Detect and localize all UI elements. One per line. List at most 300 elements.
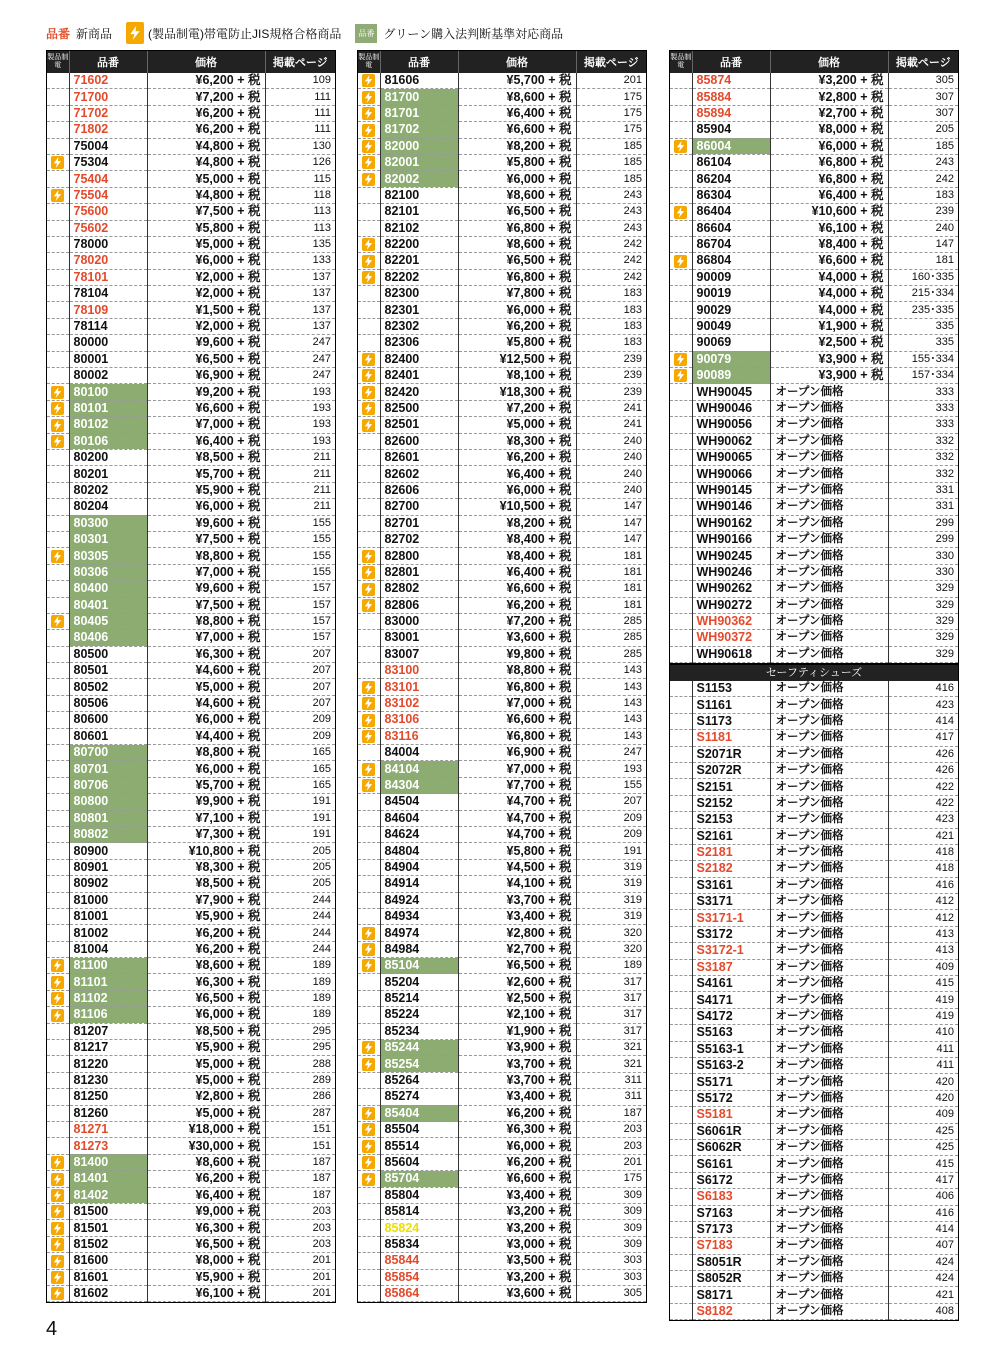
price: ¥6,800 + 税 — [458, 679, 576, 695]
icon-cell — [47, 1269, 69, 1285]
part-number: 81600 — [69, 1253, 147, 1269]
header-price: 価格 — [770, 51, 888, 73]
page-ref: 425 — [888, 1139, 958, 1155]
price: ¥7,200 + 税 — [147, 89, 265, 105]
icon-cell — [47, 335, 69, 351]
price: オープン価格 — [770, 581, 888, 597]
icon-cell — [670, 762, 692, 778]
page-ref: 303 — [576, 1269, 646, 1285]
price: ¥3,900 + 税 — [770, 368, 888, 384]
table-row — [47, 613, 335, 629]
part-number: 82300 — [380, 286, 458, 302]
part-number: S2182 — [692, 861, 770, 877]
part-number: 85904 — [692, 122, 770, 138]
price: ¥4,500 + 税 — [458, 859, 576, 875]
icon-cell — [358, 417, 380, 433]
price: ¥6,200 + 税 — [458, 1154, 576, 1170]
part-number: 85204 — [380, 974, 458, 990]
part-number: S1173 — [692, 713, 770, 729]
lightning-icon — [126, 22, 144, 44]
price: ¥6,200 + 税 — [147, 925, 265, 941]
price: ¥4,400 + 税 — [147, 728, 265, 744]
price: オープン価格 — [770, 1238, 888, 1254]
icon-cell — [47, 1138, 69, 1154]
part-number: 82306 — [380, 335, 458, 351]
price: オープン価格 — [770, 564, 888, 580]
page-ref: 426 — [888, 762, 958, 778]
part-number: S2181 — [692, 844, 770, 860]
lightning-icon — [51, 435, 64, 448]
part-number: 80502 — [69, 679, 147, 695]
price: ¥7,000 + 税 — [147, 564, 265, 580]
table-row — [358, 400, 646, 416]
table-row — [47, 859, 335, 875]
part-number: 80501 — [69, 663, 147, 679]
icon-cell — [47, 1171, 69, 1187]
page-ref: 319 — [576, 859, 646, 875]
table-row — [670, 400, 958, 416]
part-number: S6062R — [692, 1139, 770, 1155]
table-row — [358, 335, 646, 351]
page-ref: 137 — [265, 286, 335, 302]
section-title: セーフティシューズ — [670, 665, 958, 681]
table-row — [358, 138, 646, 154]
part-number: S2072R — [692, 762, 770, 778]
page-ref: 332 — [888, 466, 958, 482]
icon-cell — [358, 794, 380, 810]
part-number: 83101 — [380, 679, 458, 695]
page-ref: 137 — [265, 302, 335, 318]
part-number: 84924 — [380, 892, 458, 908]
price: ¥6,000 + 税 — [458, 171, 576, 187]
icon-cell — [670, 959, 692, 975]
part-number: S7183 — [692, 1238, 770, 1254]
page-ref: 215･334 — [888, 286, 958, 302]
table-row — [358, 597, 646, 613]
table-row — [47, 318, 335, 334]
page-ref: 244 — [265, 908, 335, 924]
price: ¥8,800 + 税 — [458, 663, 576, 679]
table-row — [358, 515, 646, 531]
page-ref: 181 — [576, 548, 646, 564]
page-number: 4 — [46, 1318, 58, 1340]
page-ref: 191 — [265, 794, 335, 810]
icon-cell — [358, 1072, 380, 1088]
page-ref: 309 — [576, 1187, 646, 1203]
part-number: 71802 — [69, 122, 147, 138]
lightning-icon — [362, 1173, 375, 1186]
page-ref: 335 — [888, 335, 958, 351]
page-ref: 165 — [265, 777, 335, 793]
page-ref: 413 — [888, 926, 958, 942]
page-ref: 181 — [576, 581, 646, 597]
price: ¥6,000 + 税 — [458, 482, 576, 498]
page-ref: 205 — [265, 859, 335, 875]
page-ref: 242 — [576, 253, 646, 269]
icon-cell — [358, 1285, 380, 1301]
table-row — [47, 171, 335, 187]
page-ref: 185 — [888, 138, 958, 154]
icon-cell — [670, 746, 692, 762]
page-ref: 419 — [888, 1008, 958, 1024]
icon-cell — [670, 302, 692, 318]
page-ref: 329 — [888, 597, 958, 613]
icon-cell — [670, 713, 692, 729]
price: ¥6,000 + 税 — [147, 712, 265, 728]
part-number: 82801 — [380, 564, 458, 580]
part-number: 82420 — [380, 384, 458, 400]
icon-cell — [47, 482, 69, 498]
icon-cell — [47, 859, 69, 875]
price: ¥8,200 + 税 — [458, 515, 576, 531]
part-number: 82600 — [380, 433, 458, 449]
icon-cell — [670, 368, 692, 384]
table-row — [358, 974, 646, 990]
page-ref: 193 — [265, 384, 335, 400]
icon-cell — [358, 122, 380, 138]
part-number: 78000 — [69, 236, 147, 252]
lightning-icon — [51, 402, 64, 415]
part-number: 82501 — [380, 417, 458, 433]
price: ¥3,900 + 税 — [458, 1040, 576, 1056]
part-number: 83102 — [380, 695, 458, 711]
part-number: 81602 — [69, 1285, 147, 1301]
price: オープン価格 — [770, 746, 888, 762]
part-number: 81501 — [69, 1220, 147, 1236]
page-ref: 183 — [576, 335, 646, 351]
icon-cell — [358, 384, 380, 400]
part-number: 75600 — [69, 204, 147, 220]
table-row — [47, 1269, 335, 1285]
page-ref: 147 — [576, 531, 646, 547]
price: オープン価格 — [770, 1139, 888, 1155]
icon-cell — [358, 351, 380, 367]
page-ref: 211 — [265, 482, 335, 498]
part-number: 80200 — [69, 449, 147, 465]
icon-cell — [670, 384, 692, 400]
table-row — [358, 859, 646, 875]
price: ¥7,700 + 税 — [458, 777, 576, 793]
table-row — [670, 1074, 958, 1090]
table-row — [358, 417, 646, 433]
table-row — [47, 1154, 335, 1170]
page-ref: 285 — [576, 646, 646, 662]
icon-cell — [47, 351, 69, 367]
icon-cell — [670, 220, 692, 236]
table-row — [670, 89, 958, 105]
price: ¥8,400 + 税 — [770, 236, 888, 252]
price: ¥4,600 + 税 — [147, 663, 265, 679]
price: ¥5,000 + 税 — [147, 171, 265, 187]
icon-cell — [47, 400, 69, 416]
page-ref: 201 — [576, 1154, 646, 1170]
price: ¥3,400 + 税 — [458, 1089, 576, 1105]
page-ref: 205 — [265, 843, 335, 859]
price: ¥2,800 + 税 — [147, 1089, 265, 1105]
table-row — [670, 204, 958, 220]
price: ¥6,200 + 税 — [458, 1105, 576, 1121]
price: ¥2,600 + 税 — [458, 974, 576, 990]
price: オープン価格 — [770, 613, 888, 629]
price: ¥8,000 + 税 — [770, 122, 888, 138]
table-row — [358, 1105, 646, 1121]
page-ref: 203 — [576, 1122, 646, 1138]
part-number: 86604 — [692, 220, 770, 236]
lightning-icon — [674, 206, 687, 219]
icon-cell — [358, 1220, 380, 1236]
icon-cell — [47, 105, 69, 121]
price: ¥6,000 + 税 — [147, 761, 265, 777]
table-row — [670, 515, 958, 531]
price: オープン価格 — [770, 910, 888, 926]
price: オープン価格 — [770, 466, 888, 482]
legend-bolt-text: (製品制電)帯電防止JIS規格合格商品 — [148, 26, 342, 41]
table-row — [47, 695, 335, 711]
price: ¥2,700 + 税 — [458, 941, 576, 957]
price: ¥9,600 + 税 — [147, 581, 265, 597]
table-row — [358, 204, 646, 220]
table-row — [47, 433, 335, 449]
icon-cell — [47, 1220, 69, 1236]
icon-cell — [670, 779, 692, 795]
price: ¥3,700 + 税 — [458, 1056, 576, 1072]
price: ¥9,200 + 税 — [147, 384, 265, 400]
table-row — [670, 746, 958, 762]
part-number: 80001 — [69, 351, 147, 367]
page-ref: 321 — [576, 1056, 646, 1072]
price: ¥6,400 + 税 — [458, 105, 576, 121]
table-row — [670, 681, 958, 697]
lightning-icon — [362, 238, 375, 251]
icon-cell — [358, 220, 380, 236]
table-row — [670, 646, 958, 662]
icon-cell — [358, 777, 380, 793]
part-number: 84974 — [380, 925, 458, 941]
icon-cell — [670, 1090, 692, 1106]
header-icon: 製品制電 — [358, 51, 380, 73]
table-row — [47, 531, 335, 547]
part-number: 84504 — [380, 794, 458, 810]
page-ref: 189 — [265, 1007, 335, 1023]
table-row — [670, 73, 958, 89]
part-number: 82500 — [380, 400, 458, 416]
part-number: 84304 — [380, 777, 458, 793]
part-number: 82601 — [380, 449, 458, 465]
part-number: 75004 — [69, 138, 147, 154]
price: ¥5,000 + 税 — [147, 1072, 265, 1088]
page-ref: 183 — [576, 286, 646, 302]
lightning-icon — [362, 369, 375, 382]
icon-cell — [47, 220, 69, 236]
icon-cell — [47, 728, 69, 744]
price: ¥2,100 + 税 — [458, 1007, 576, 1023]
icon-cell — [358, 1236, 380, 1252]
page-ref: 242 — [576, 269, 646, 285]
icon-cell — [47, 1187, 69, 1203]
price: ¥4,000 + 税 — [770, 302, 888, 318]
icon-cell — [358, 236, 380, 252]
icon-cell — [358, 695, 380, 711]
price: オープン価格 — [770, 779, 888, 795]
icon-cell — [47, 990, 69, 1006]
page-ref: 329 — [888, 646, 958, 662]
price: オープン価格 — [770, 795, 888, 811]
part-number: 90079 — [692, 351, 770, 367]
page-ref: 420 — [888, 1090, 958, 1106]
lightning-icon — [362, 583, 375, 596]
icon-cell — [670, 1254, 692, 1270]
price: ¥6,800 + 税 — [770, 171, 888, 187]
page-ref: 165 — [265, 745, 335, 761]
part-number: 81002 — [69, 925, 147, 941]
part-number: 80102 — [69, 417, 147, 433]
part-number: WH90066 — [692, 466, 770, 482]
price: ¥6,000 + 税 — [147, 499, 265, 515]
table-row — [358, 269, 646, 285]
price: ¥3,400 + 税 — [458, 1187, 576, 1203]
icon-cell — [358, 89, 380, 105]
price: オープン価格 — [770, 548, 888, 564]
icon-cell — [47, 892, 69, 908]
price: ¥5,800 + 税 — [458, 335, 576, 351]
part-number: WH90618 — [692, 646, 770, 662]
lightning-icon — [674, 255, 687, 268]
page-ref: 143 — [576, 663, 646, 679]
part-number: WH90145 — [692, 482, 770, 498]
price: ¥6,200 + 税 — [147, 941, 265, 957]
page-ref: 333 — [888, 384, 958, 400]
icon-cell — [670, 1008, 692, 1024]
page-ref: 416 — [888, 1205, 958, 1221]
table-row — [47, 1203, 335, 1219]
page-ref: 423 — [888, 812, 958, 828]
part-number: 78020 — [69, 253, 147, 269]
lightning-icon — [51, 1173, 64, 1186]
page-ref: 240 — [576, 449, 646, 465]
part-number: 71702 — [69, 105, 147, 121]
icon-cell — [670, 697, 692, 713]
part-number: 80900 — [69, 843, 147, 859]
lightning-icon — [51, 1271, 64, 1284]
table-row — [47, 187, 335, 203]
table-row — [47, 1007, 335, 1023]
page-ref: 331 — [888, 482, 958, 498]
page-ref: 160･335 — [888, 269, 958, 285]
icon-cell — [358, 515, 380, 531]
table-row — [47, 712, 335, 728]
price: ¥1,900 + 税 — [770, 318, 888, 334]
page-ref: 155･334 — [888, 351, 958, 367]
part-number: 81101 — [69, 974, 147, 990]
table-row — [670, 713, 958, 729]
icon-cell — [670, 828, 692, 844]
part-number: 86704 — [692, 236, 770, 252]
table-row — [47, 1187, 335, 1203]
page-ref: 189 — [265, 990, 335, 1006]
icon-cell — [47, 1285, 69, 1301]
table-row — [358, 745, 646, 761]
price: ¥6,100 + 税 — [770, 220, 888, 236]
table-row — [358, 826, 646, 842]
part-number: 81217 — [69, 1040, 147, 1056]
table-row — [47, 368, 335, 384]
icon-cell — [670, 844, 692, 860]
price: ¥5,800 + 税 — [147, 220, 265, 236]
table-row — [47, 974, 335, 990]
lightning-icon — [362, 140, 375, 153]
part-number: 82000 — [380, 138, 458, 154]
price: オープン価格 — [770, 926, 888, 942]
part-number: 80301 — [69, 531, 147, 547]
icon-cell — [670, 351, 692, 367]
lightning-icon — [362, 943, 375, 956]
price: ¥9,600 + 税 — [147, 515, 265, 531]
table-row — [47, 220, 335, 236]
page-ref: 209 — [576, 810, 646, 826]
part-number: 85804 — [380, 1187, 458, 1203]
table-row — [47, 1138, 335, 1154]
part-number: S5163-2 — [692, 1057, 770, 1073]
price: ¥18,300 + 税 — [458, 384, 576, 400]
price: ¥6,600 + 税 — [458, 712, 576, 728]
icon-cell — [358, 269, 380, 285]
part-number: S5171 — [692, 1074, 770, 1090]
page-ref: 320 — [576, 925, 646, 941]
table-row — [47, 499, 335, 515]
price: オープン価格 — [770, 1271, 888, 1287]
page-ref: 185 — [576, 171, 646, 187]
price: ¥2,000 + 税 — [147, 286, 265, 302]
price: オープン価格 — [770, 400, 888, 416]
price: ¥3,200 + 税 — [458, 1203, 576, 1219]
icon-cell — [47, 958, 69, 974]
icon-cell — [358, 449, 380, 465]
table-row — [47, 1040, 335, 1056]
part-number: WH90372 — [692, 630, 770, 646]
page-ref: 422 — [888, 779, 958, 795]
table-row — [670, 597, 958, 613]
part-number: 82202 — [380, 269, 458, 285]
icon-cell — [670, 154, 692, 170]
price: ¥7,500 + 税 — [147, 597, 265, 613]
icon-cell — [47, 1072, 69, 1088]
lightning-icon — [362, 255, 375, 268]
part-number: S5181 — [692, 1107, 770, 1123]
table-row — [47, 417, 335, 433]
page-ref: 333 — [888, 400, 958, 416]
page-ref: 111 — [265, 89, 335, 105]
icon-cell — [47, 826, 69, 842]
part-number: 80802 — [69, 826, 147, 842]
page-ref: 305 — [576, 1285, 646, 1301]
part-number: 84914 — [380, 876, 458, 892]
part-number: 71700 — [69, 89, 147, 105]
icon-cell — [358, 531, 380, 547]
part-number: 90029 — [692, 302, 770, 318]
table-row — [358, 302, 646, 318]
table-row — [670, 384, 958, 400]
page-ref: 211 — [265, 499, 335, 515]
icon-cell — [358, 286, 380, 302]
table-row — [358, 466, 646, 482]
part-number: 80801 — [69, 810, 147, 826]
part-number: 81100 — [69, 958, 147, 974]
part-number: S1161 — [692, 697, 770, 713]
table-row — [670, 154, 958, 170]
lightning-icon — [362, 74, 375, 87]
icon-cell — [670, 1287, 692, 1303]
table-row — [670, 1090, 958, 1106]
